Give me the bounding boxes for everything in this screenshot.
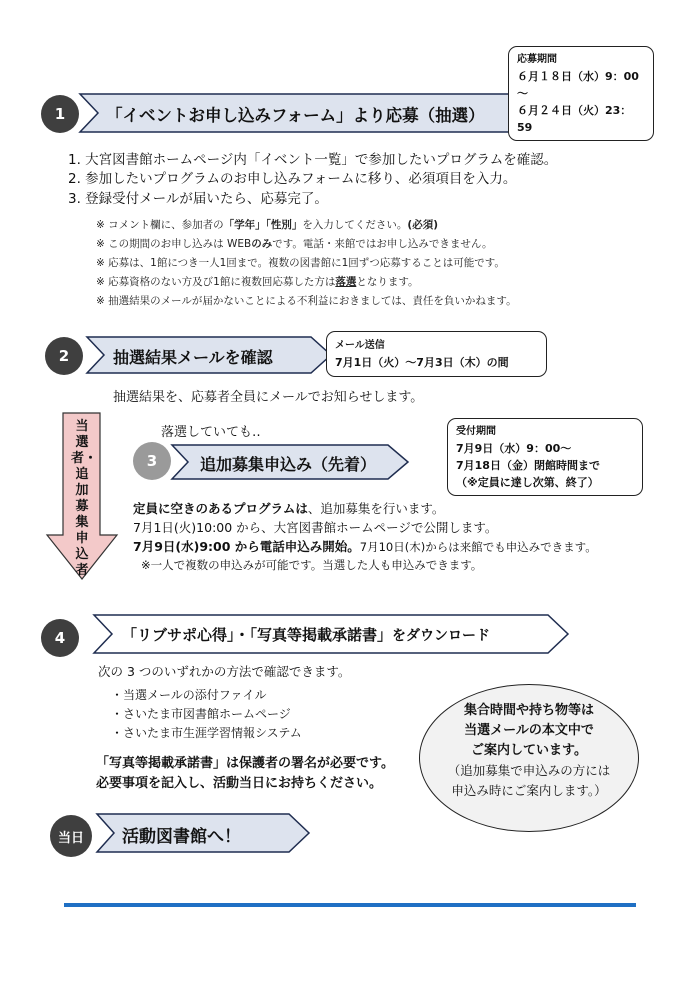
period-label: 応募期間 xyxy=(517,54,557,65)
step-4-badge xyxy=(41,619,79,657)
section-3-line-4: ※一人で複数の申込みが可能です。当選した人も申込みできます。 xyxy=(141,558,483,572)
step-3-badge xyxy=(133,442,171,480)
section-2-title: 抽選結果メールを確認 xyxy=(113,348,273,367)
section-4-title xyxy=(122,624,490,645)
section-3-line-1-rest: 、追加募集を行います。 xyxy=(307,501,445,516)
step-1-number: 1 xyxy=(54,105,66,123)
section-1-title: 「イベントお申し込みフォーム」より応募（抽選） xyxy=(106,106,485,125)
section-2-banner xyxy=(85,335,333,375)
mail-send-period: 7月1日（火）～7月3日（木）の間 xyxy=(335,356,509,369)
section-3-line-2: 7月1日(火)10:00 から、大宮図書館ホームページで公開します。 xyxy=(133,520,498,535)
section-3-line-3 xyxy=(133,537,597,555)
section-1-banner xyxy=(78,92,533,134)
application-period-callout xyxy=(508,46,654,141)
day-of-label: 当日 xyxy=(57,830,84,846)
note-1-grade: 「学年」 xyxy=(223,219,266,231)
note-3: ※ 応募は、1館につき一人1回まで。複数の図書館に1回ずつ応募することは可能です。 xyxy=(96,257,505,269)
note-4 xyxy=(96,274,419,289)
winner-additional-arrow xyxy=(44,411,120,581)
acceptance-start: 7月9日（水）9：00～ xyxy=(456,442,572,455)
step-2-number: 2 xyxy=(58,347,70,365)
signature-note-2: 必要事項を記入し、活動当日にお持ちください。 xyxy=(96,776,383,791)
step-3-number: 3 xyxy=(146,452,158,470)
ellipse-line-4: （追加募集で申込みの方には xyxy=(447,763,611,778)
arrow-vertical-text: 当選者・追加募集申込者 xyxy=(71,419,98,578)
note-1-text: ※ コメント欄に、参加者の xyxy=(96,219,224,231)
section-3-intro: 落選していても‥ xyxy=(161,425,261,440)
step-1-1: 1. 大宮図書館ホームページ内「イベント一覧」で参加したいプログラムを確認。 xyxy=(68,152,558,168)
note-1-gender: 「性別」 xyxy=(265,219,303,231)
section-4-title-main: 「リブサポ心得」・「写真等掲載承諾書」 xyxy=(122,626,393,644)
section-5-title: 活動図書館へ！ xyxy=(122,827,241,847)
info-ellipse xyxy=(419,684,639,832)
section-3-title: 追加募集申込み（先着） xyxy=(200,455,377,474)
note-1-text-2: を入力してください。 xyxy=(302,219,408,231)
note-4-text-2: となります。 xyxy=(356,276,419,288)
note-1-required: (必須) xyxy=(407,219,438,231)
ellipse-line-1: 集合時間や持ち物等は xyxy=(463,703,594,718)
acceptance-period-callout xyxy=(447,418,643,496)
acceptance-end: 7月18日（金）閉館時間まで xyxy=(456,459,600,472)
note-2-text: ※ この期間のお申し込みは WEB xyxy=(96,238,252,250)
section-3-line-3-rest: 7月10日(木)からは来館でも申込みできます。 xyxy=(359,540,597,554)
section-4-intro: 次の 3 つのいずれかの方法で確認できます。 xyxy=(98,664,351,679)
section-3-line-1-bold: 定員に空きのあるプログラムは xyxy=(133,501,308,516)
ellipse-line-2: 当選メールの本文中で xyxy=(464,723,594,738)
signature-note-1: 「写真等掲載承諾書」は保護者の署名が必要です。 xyxy=(96,756,394,771)
mail-send-label: メール送信 xyxy=(335,340,385,351)
footer-divider xyxy=(64,903,636,907)
section-2-body: 抽選結果を、応募者全員にメールでお知らせします。 xyxy=(113,390,424,405)
section-4-banner xyxy=(92,613,570,655)
method-3: ・さいたま市生涯学習情報システム xyxy=(111,726,302,740)
day-of-badge xyxy=(50,815,92,857)
section-3-line-3-bold: 7月9日(水)9:00 から電話申込み開始。 xyxy=(133,539,360,554)
period-start: ６月１８日（水）9：00～ xyxy=(517,70,639,100)
method-1: ・当選メールの添付ファイル xyxy=(111,688,267,702)
note-2-only: のみ xyxy=(251,238,273,250)
section-4-title-suffix: をダウンロード xyxy=(392,628,491,644)
note-1 xyxy=(96,217,438,232)
ellipse-line-3: ご案内しています。 xyxy=(471,743,587,758)
method-2: ・さいたま市図書館ホームページ xyxy=(111,707,291,721)
acceptance-note: （※定員に達し次第、終了） xyxy=(456,476,599,489)
note-2-text-2: です。電話・来館ではお申し込みできません。 xyxy=(272,238,493,250)
note-4-lost: 落選 xyxy=(335,276,357,288)
step-1-2: 2. 参加したいプログラムのお申し込みフォームに移り、必須項目を入力。 xyxy=(68,171,517,187)
note-2 xyxy=(96,236,493,251)
step-4-number: 4 xyxy=(54,629,66,647)
ellipse-line-5: 申込み時にご案内します。） xyxy=(451,783,607,798)
acceptance-label: 受付期間 xyxy=(456,426,496,437)
section-3-line-1 xyxy=(133,499,444,517)
note-5: ※ 抽選結果のメールが届かないことによる不利益におきましては、責任を負いかねます。 xyxy=(96,295,517,307)
step-1-3: 3. 登録受付メールが届いたら、応募完了。 xyxy=(68,191,328,207)
section-5-banner xyxy=(95,812,311,854)
section-3-banner xyxy=(170,443,410,481)
step-2-badge xyxy=(45,337,83,375)
step-1-badge xyxy=(41,95,79,133)
period-end: ６月２４日（火）23：59 xyxy=(517,104,632,134)
note-4-text: ※ 応募資格のない方及び1館に複数回応募した方は xyxy=(96,276,336,288)
mail-send-callout xyxy=(326,331,547,377)
